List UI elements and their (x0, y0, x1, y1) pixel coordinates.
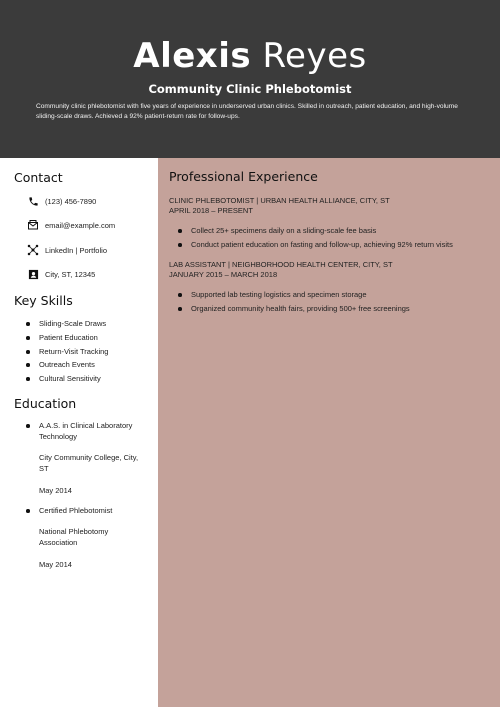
education-school-cont: Association (39, 538, 78, 547)
contact-heading: Contact (14, 170, 63, 185)
network-icon (26, 243, 40, 257)
profile-links[interactable]: LinkedIn | Portfolio (45, 245, 107, 255)
job-role: LAB ASSISTANT (169, 260, 226, 269)
contact-phone (26, 194, 97, 208)
job-employer: NEIGHBORHOOD HEALTH CENTER, CITY, ST (231, 260, 393, 269)
education-degree: Certified Phlebotomist (39, 506, 113, 515)
location: City, ST, 12345 (45, 269, 96, 279)
sidebar (0, 158, 158, 707)
education-degree-cont: Technology (39, 432, 77, 441)
job-bullet: Conduct patient education on fasting and follow-up, achieving 92% return visits (191, 240, 453, 249)
job-bullet: Organized community health fairs, providing 500+ free screenings (191, 304, 410, 313)
separator: | (256, 196, 259, 205)
candidate-name (0, 36, 500, 76)
education-school: National Phlebotomy (39, 527, 109, 536)
location-card-icon (26, 267, 40, 281)
education-school-cont: ST (39, 464, 49, 473)
contact-email (26, 218, 116, 232)
skills-heading: Key Skills (14, 293, 73, 308)
last-name: Reyes (262, 36, 367, 76)
separator: | (227, 260, 230, 269)
job-title: Community Clinic Phlebotomist (148, 82, 352, 96)
profile-summary: Community clinic phlebotomist with five years of experience in underserved urban clinics. Skilled in outreach, patient education, and high-volume sliding-scale draws. Achieved a 92% patient-return rate for follow-ups. (36, 103, 458, 120)
skill-item: Return-Visit Tracking (39, 347, 109, 356)
phone-icon (26, 194, 40, 208)
experience-heading: Professional Experience (169, 169, 318, 184)
job-bullet: Collect 25+ specimens daily on a sliding-scale fee basis (191, 226, 377, 235)
job-role-line (169, 260, 393, 270)
email-address[interactable]: email@example.com (45, 220, 116, 230)
contact-links (26, 243, 107, 257)
job-role-line (169, 196, 390, 206)
skill-item: Sliding-Scale Draws (39, 319, 107, 328)
skill-item: Cultural Sensitivity (39, 374, 101, 383)
resume-header (0, 0, 500, 158)
education-school: City Community College, City, (39, 453, 139, 462)
education-date: May 2014 (39, 486, 72, 495)
job-dates: APRIL 2018 – PRESENT (169, 206, 253, 215)
job-employer: URBAN HEALTH ALLIANCE, CITY, ST (260, 196, 390, 205)
education-degree: A.A.S. in Clinical Laboratory (39, 421, 133, 430)
envelope-icon (26, 218, 40, 232)
job-role: CLINIC PHLEBOTOMIST (169, 196, 255, 205)
skill-item: Patient Education (39, 333, 98, 342)
job-bullet: Supported lab testing logistics and specimen storage (191, 290, 367, 299)
first-name: Alexis (133, 36, 252, 76)
job-dates: JANUARY 2015 – MARCH 2018 (169, 270, 278, 279)
education-date: May 2014 (39, 560, 72, 569)
education-heading: Education (14, 396, 77, 411)
contact-location (26, 267, 96, 281)
phone-number: (123) 456-7890 (45, 196, 97, 206)
skill-item: Outreach Events (39, 360, 95, 369)
